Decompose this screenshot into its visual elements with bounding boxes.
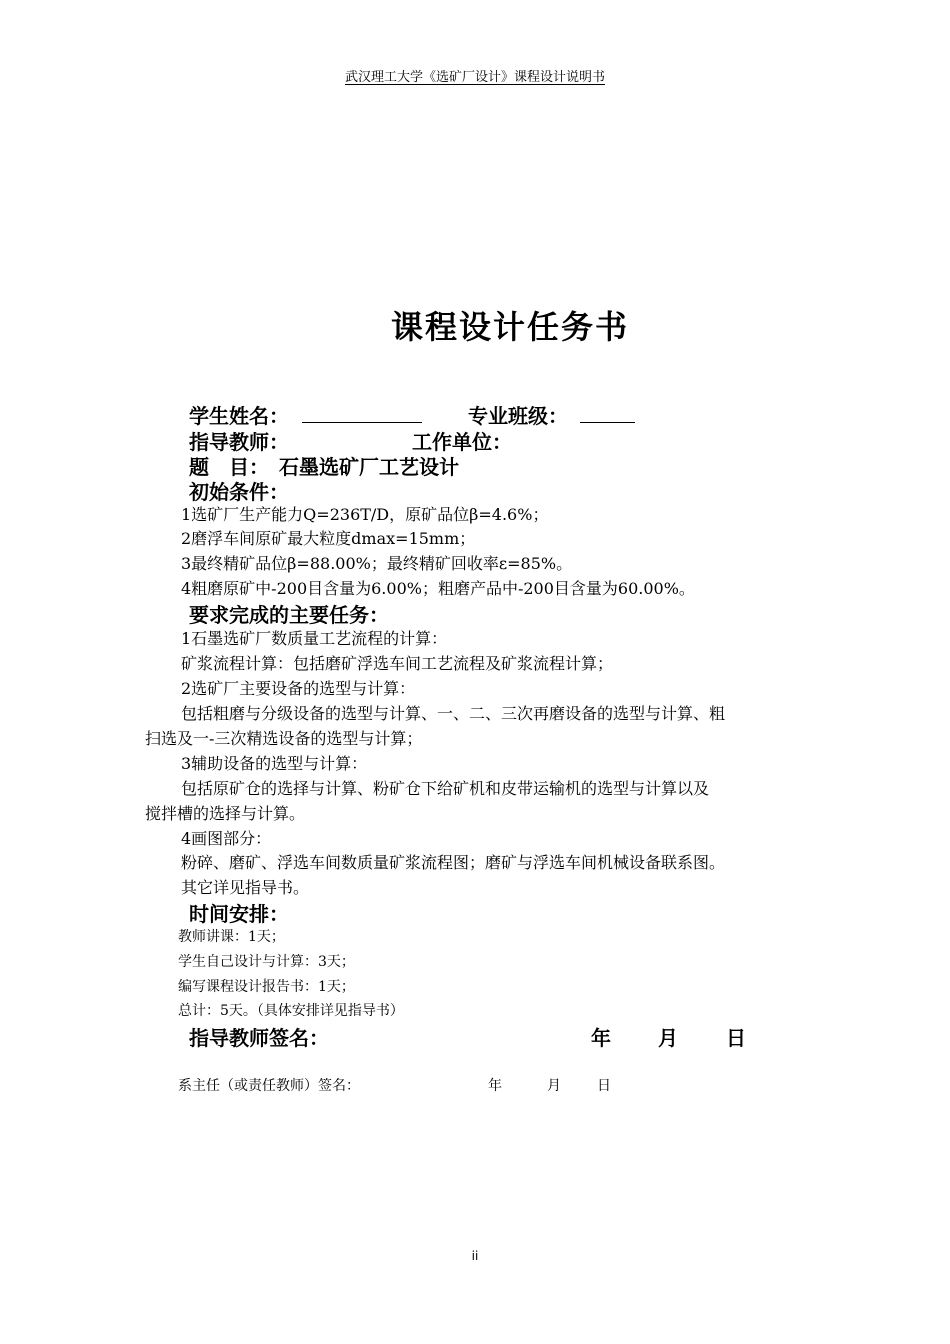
- page-header: [0, 66, 950, 85]
- schedule-item: 总计：5天。（具体安排详见指导书）: [178, 1003, 404, 1019]
- work-unit-label: 工作单位：: [412, 430, 512, 454]
- schedule-heading: 时间安排：: [189, 902, 289, 926]
- page-number: ii: [471, 1249, 479, 1263]
- advisor-signature-month: 月: [658, 1026, 678, 1050]
- initial-item: 4粗磨原矿中-200目含量为6.00%；粗磨产品中-200目含量为60.00%。: [181, 579, 695, 598]
- dept-signature-label: 系主任（或责任教师）签名：: [178, 1078, 360, 1094]
- task-line: 2选矿厂主要设备的选型与计算：: [181, 679, 416, 698]
- task-line: 搅拌槽的选择与计算。: [145, 804, 306, 823]
- task-line: 矿浆流程计算：包括磨矿浮选车间工艺流程及矿浆流程计算；: [181, 654, 614, 673]
- initial-item: 3最终精矿品位β=88.00%；最终精矿回收率ε=85%。: [181, 554, 573, 573]
- task-line: 包括原矿仓的选择与计算、粉矿仓下给矿机和皮带运输机的选型与计算以及: [181, 779, 710, 798]
- dept-signature-year: 年: [488, 1078, 502, 1094]
- major-class-label: 专业班级：: [468, 404, 568, 428]
- initial-item: 1选矿厂生产能力Q=236T/D，原矿品位β=4.6%；: [181, 505, 549, 524]
- student-name-blank: [302, 402, 422, 423]
- major-class-blank: [580, 402, 635, 423]
- dept-signature-month: 月: [547, 1078, 561, 1094]
- dept-signature-day: 日: [597, 1078, 611, 1094]
- advisor-signature-label: 指导教师签名：: [189, 1026, 329, 1050]
- initial-item: 2磨浮车间原矿最大粒度dmax=15mm；: [181, 529, 476, 548]
- advisor-signature-day: 日: [726, 1026, 746, 1050]
- task-line: 其它详见指导书。: [181, 878, 310, 897]
- advisor-label: 指导教师：: [189, 430, 289, 454]
- schedule-item: 教师讲课：1天；: [178, 929, 285, 945]
- advisor-signature-year: 年: [591, 1026, 611, 1050]
- task-line: 粉碎、磨矿、浮选车间数质量矿浆流程图；磨矿与浮选车间机械设备联系图。: [181, 853, 726, 872]
- schedule-item: 编写课程设计报告书：1天；: [178, 979, 355, 995]
- main-tasks-heading: 要求完成的主要任务：: [189, 603, 389, 627]
- task-line: 包括粗磨与分级设备的选型与计算、一、二、三次再磨设备的选型与计算、粗: [181, 704, 726, 723]
- task-line: 1石墨选矿厂数质量工艺流程的计算：: [181, 629, 448, 648]
- student-name-label: 学生姓名：: [189, 404, 289, 428]
- header-text: 武汉理工大学《选矿厂设计》课程设计说明书: [344, 70, 605, 85]
- task-line: 扫选及一-三次精选设备的选型与计算；: [145, 729, 423, 748]
- task-line: 3辅助设备的选型与计算：: [181, 754, 368, 773]
- topic-label: 题 目：: [189, 455, 269, 479]
- schedule-item: 学生自己设计与计算：3天；: [178, 954, 355, 970]
- initial-conditions-heading: 初始条件：: [189, 480, 289, 504]
- document-title: 课程设计任务书: [390, 308, 629, 346]
- task-line: 4画图部分：: [181, 829, 272, 848]
- topic-value: 石墨选矿厂工艺设计: [279, 455, 459, 479]
